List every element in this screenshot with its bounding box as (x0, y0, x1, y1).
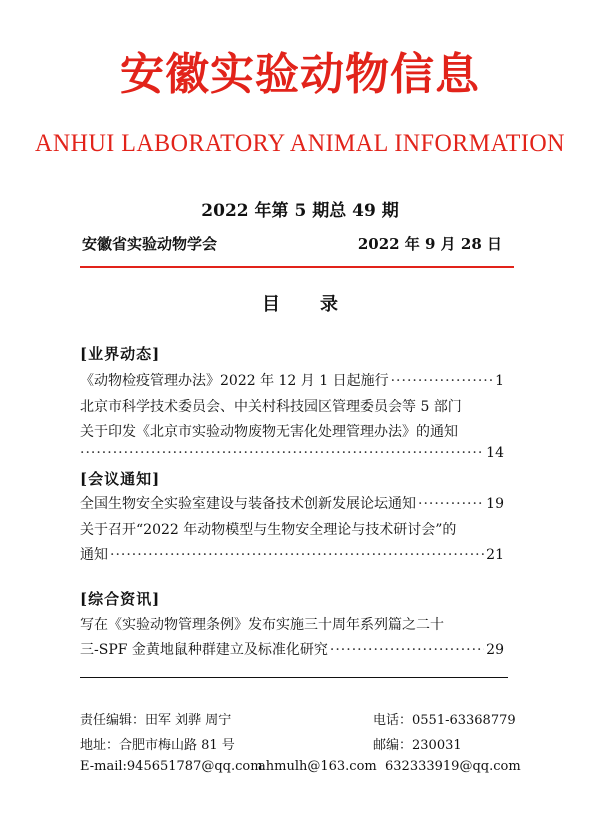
section-title-general-news: [综合资讯] (80, 590, 161, 608)
email-tertiary[interactable]: 632333919@qq.com (385, 759, 521, 774)
toc-entry-title: 三-SPF 金黄地鼠种群建立及标准化研究 (80, 642, 328, 658)
toc-entry-line[interactable]: 关于召开“2022 年动物模型与生物安全理论与技术研讨会”的 (80, 522, 457, 538)
journal-title-english: ANHUI LABORATORY ANIMAL INFORMATION (35, 130, 565, 157)
toc-entry-page: 29 (486, 642, 504, 658)
toc-entry[interactable] (80, 639, 504, 659)
toc-entry-page: 21 (486, 547, 504, 563)
toc-leader-dots (391, 373, 493, 389)
publisher-society: 安徽省实验动物学会 (82, 235, 218, 253)
publication-date: 2022 年 9 月 28 日 (357, 235, 502, 253)
toc-entry[interactable] (80, 544, 504, 564)
toc-entry-page: 19 (486, 496, 504, 512)
journal-title-chinese: 安徽实验动物信息 (120, 49, 480, 100)
toc-heading: 目录 (262, 294, 378, 315)
toc-entry-title: 全国生物安全实验室建设与装备技术创新发展论坛通知 (80, 496, 416, 512)
phone-info: 电话：0551-63368779 (373, 713, 516, 728)
header-divider (80, 266, 514, 268)
toc-entry-title: 通知 (80, 547, 108, 563)
email-secondary[interactable]: ahmulh@163.com (258, 759, 377, 774)
toc-entry-title: 《动物检疫管理办法》2022 年 12 月 1 日起施行 (80, 373, 389, 389)
toc-leader-dots (418, 496, 484, 512)
section-title-meeting-notices: [会议通知] (80, 470, 161, 488)
toc-entry-page: 14 (486, 445, 504, 461)
toc-entry[interactable] (80, 370, 504, 390)
postcode-info: 邮编：230031 (373, 738, 462, 753)
toc-leader-dots (330, 642, 484, 658)
toc-entry[interactable] (80, 493, 504, 513)
toc-entry-page: 1 (495, 373, 504, 389)
toc-entry-line[interactable]: 北京市科学技术委员会、中关村科技园区管理委员会等 5 部门 (80, 399, 462, 415)
issue-number: 2022 年第 5 期总 49 期 (201, 201, 399, 221)
editors-info: 责任编辑：田军 刘骅 周宁 (80, 713, 232, 728)
toc-entry-leader-row[interactable] (80, 445, 504, 461)
toc-entry-line[interactable]: 写在《实验动物管理条例》发布实施三十周年系列篇之二十 (80, 617, 444, 633)
toc-entry-line[interactable]: 关于印发《北京市实验动物废物无害化处理管理办法》的通知 (80, 424, 458, 440)
address-info: 地址：合肥市梅山路 81 号 (80, 738, 235, 753)
toc-leader-dots (110, 547, 484, 563)
section-title-industry-news: [业界动态] (80, 345, 161, 363)
email-primary[interactable]: E-mail:945651787@qq.com (80, 759, 263, 774)
footer-divider (80, 677, 508, 678)
toc-leader-dots (80, 445, 484, 461)
